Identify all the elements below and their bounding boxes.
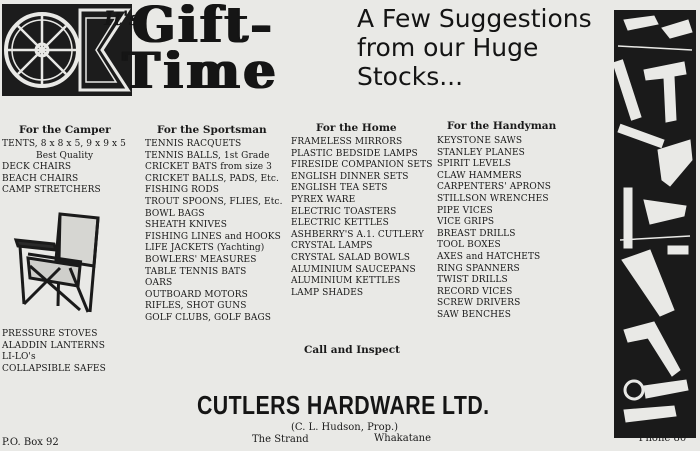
list-item: TABLE TENNIS BATS: [145, 266, 247, 277]
list-item: PIPE VICES: [437, 205, 493, 216]
list-item: TENNIS BALLS, 1st Grade: [145, 150, 270, 161]
list-item: SCREW DRIVERS: [437, 298, 521, 309]
suggestions-heading: [357, 4, 607, 91]
list-item: RING SPANNERS: [437, 263, 520, 274]
list-item: LI-LO's: [2, 352, 36, 363]
list-item: ENGLISH DINNER SETS: [291, 171, 409, 182]
list-item: FISHING RODS: [145, 185, 220, 196]
list-item: STANLEY PLANES: [437, 147, 525, 158]
list-item: TENTS, 8 x 8 x 5, 9 x 9 x 5: [2, 139, 126, 149]
list-item: VICE GRIPS: [437, 217, 495, 228]
po-box: P.O. Box 92: [2, 437, 59, 448]
street-address: The Strand: [252, 434, 309, 445]
list-item: BREAST DRILLS: [437, 228, 516, 239]
list-item: CLAW HAMMERS: [437, 170, 522, 181]
list-item: LIFE JACKETS (Yachting): [145, 243, 265, 254]
list-item: ENGLISH TEA SETS: [291, 183, 388, 194]
list-item: PRESSURE STOVES: [2, 329, 98, 339]
list-item: ALUMINIUM KETTLES: [291, 276, 401, 287]
handyman-heading: For the Handyman: [447, 120, 557, 132]
camper-heading: For the Camper: [19, 124, 111, 136]
list-item: DECK CHAIRS: [2, 162, 72, 173]
list-item: PLASTIC BEDSIDE LAMPS: [291, 148, 418, 159]
phone: 'Phone 80: [636, 433, 687, 444]
list-item: ASHBERRY'S A.1. CUTLERY: [291, 229, 424, 240]
call-and-inspect: Call and Inspect: [304, 344, 400, 356]
suggestion-line: from our Huge: [357, 33, 539, 62]
list-item: COLLAPSIBLE SAFES: [2, 363, 106, 374]
list-item: FIRESIDE COMPANION SETS: [291, 160, 433, 171]
tools-illustration: [614, 10, 696, 438]
list-item: ELECTRIC KETTLES: [291, 218, 389, 229]
list-item: BOWL BAGS: [145, 208, 205, 219]
suggestion-line: Stocks...: [357, 62, 464, 91]
gift-heading: Gift-: [132, 0, 275, 54]
camper-list: [2, 139, 126, 197]
list-item: TENNIS RACQUETS: [145, 139, 242, 149]
list-item: RECORD VICES: [437, 286, 513, 297]
list-item: CARPENTERS' APRONS: [437, 182, 552, 193]
list-item: TWIST DRILLS: [437, 275, 508, 286]
suggestion-line: A Few Suggestions: [357, 4, 592, 33]
company-name: CUTLERS HARDWARE LTD.: [197, 390, 490, 420]
sportsman-list: [145, 139, 283, 325]
list-item: CRYSTAL SALAD BOWLS: [291, 252, 411, 263]
handyman-list: [437, 136, 551, 322]
list-item: SHEATH KNIVES: [145, 220, 227, 231]
town: Whakatane: [374, 433, 432, 444]
list-item: FISHING LINES and HOOKS: [145, 231, 281, 242]
list-item: TOOL BOXES: [437, 240, 501, 251]
sportsman-heading: For the Sportsman: [157, 124, 267, 136]
list-item: ALADDIN LANTERNS: [2, 340, 106, 351]
list-item: SPIRIT LEVELS: [437, 159, 512, 170]
list-item: Best Quality: [36, 150, 94, 161]
camper-list-lower: [2, 329, 106, 375]
list-item: CRYSTAL LAMPS: [291, 241, 373, 252]
list-item: PYREX WARE: [291, 194, 356, 205]
deck-chair-illustration: [10, 208, 105, 318]
list-item: ELECTRIC TOASTERS: [291, 206, 397, 217]
its-script: It's: [104, 6, 140, 30]
list-item: CAMP STRETCHERS: [2, 185, 101, 196]
list-item: STILLSON WRENCHES: [437, 193, 549, 204]
time-heading: Time: [122, 41, 279, 100]
list-item: ALUMINIUM SAUCEPANS: [291, 264, 416, 275]
list-item: BOWLERS' MEASURES: [145, 254, 257, 265]
home-list: [291, 137, 432, 299]
list-item: OUTBOARD MOTORS: [145, 289, 248, 300]
list-item: LAMP SHADES: [291, 287, 364, 298]
list-item: GOLF CLUBS, GOLF BAGS: [145, 312, 272, 323]
proprietor: (C. L. Hudson, Prop.): [291, 422, 399, 433]
list-item: OARS: [145, 278, 173, 289]
list-item: AXES and HATCHETS: [437, 251, 541, 262]
list-item: KEYSTONE SAWS: [437, 136, 523, 146]
list-item: SAW BENCHES: [437, 309, 512, 320]
list-item: CRICKET BALLS, PADS, Etc.: [145, 173, 279, 184]
home-heading: For the Home: [316, 122, 397, 134]
list-item: FRAMELESS MIRRORS: [291, 137, 403, 147]
list-item: BEACH CHAIRS: [2, 173, 79, 184]
list-item: RIFLES, SHOT GUNS: [145, 301, 247, 312]
list-item: CRICKET BATS from size 3: [145, 162, 272, 173]
list-item: TROUT SPOONS, FLIES, Etc.: [145, 196, 283, 207]
